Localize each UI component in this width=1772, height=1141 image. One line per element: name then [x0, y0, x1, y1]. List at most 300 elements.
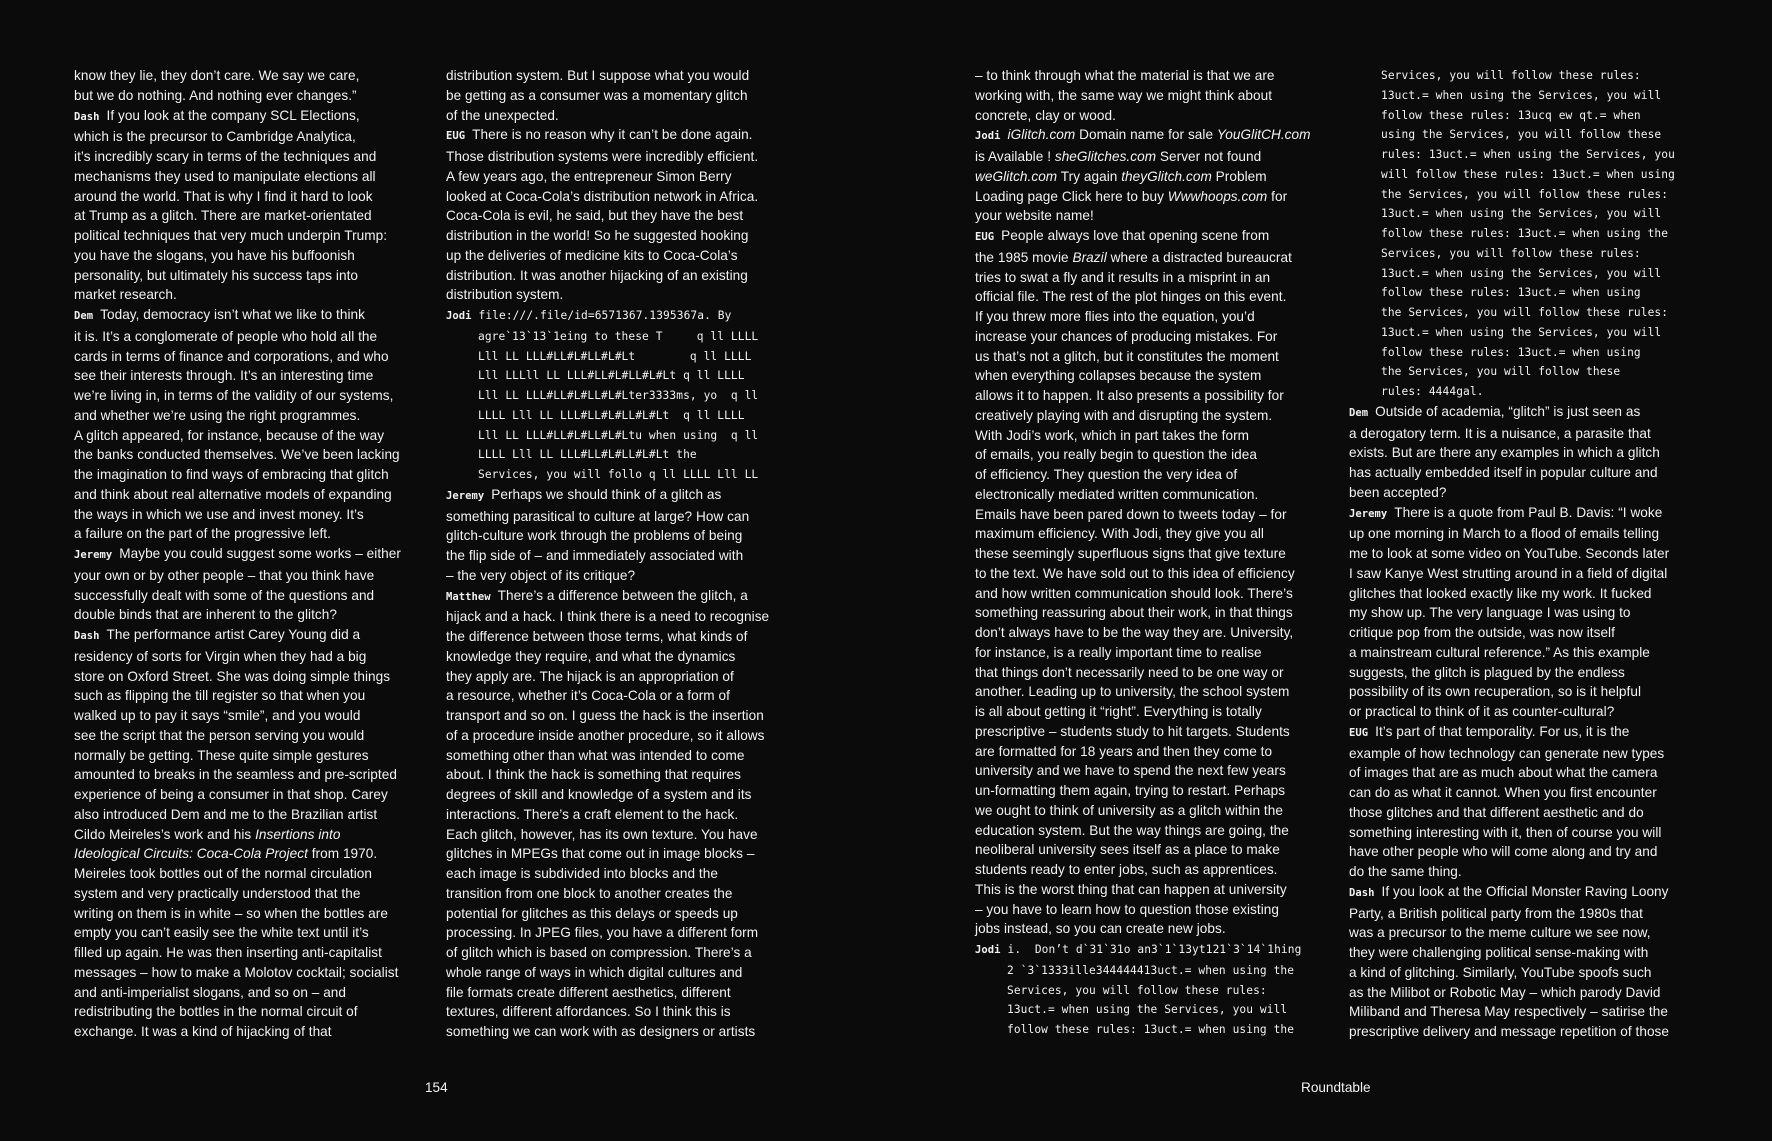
text-line	[446, 106, 800, 126]
body-text: a kind of glitching. Similarly, YouTube spoofs such	[1349, 964, 1652, 980]
body-text: are formatted for 18 years and then they come to	[975, 743, 1273, 759]
text-line	[74, 66, 430, 86]
text-line: 2 `3`1333ille344444413uct.= when using the	[1007, 963, 1295, 977]
text-line	[975, 643, 1333, 663]
body-text: Cildo Meireles’s work and his	[74, 826, 256, 842]
text-line	[975, 268, 1333, 288]
body-text: those glitches and that different aesthetic and do	[1349, 804, 1644, 820]
body-text: This is the worst thing that can happen at university	[975, 881, 1287, 897]
body-text: has actually embedded itself in popular culture and	[1349, 465, 1658, 480]
body-text: distribution. It was another hijacking of an existing	[446, 267, 748, 283]
body-text: A glitch appeared, for instance, because of the way	[74, 427, 385, 443]
text-line	[74, 426, 430, 446]
italic-text: Ideological Circuits: Coca-Cola Project	[74, 846, 308, 862]
body-text: amounted to breaks in the seamless and pre-scripted	[74, 767, 397, 783]
text-line	[446, 785, 800, 805]
text-line	[975, 445, 1333, 465]
body-text: know they lie, they don’t care. We say we care,	[74, 68, 360, 83]
text-line	[975, 781, 1333, 801]
text-line	[74, 963, 430, 983]
body-text: knowledge they require, and what the dynamics	[446, 648, 736, 664]
text-line	[74, 206, 430, 226]
body-text: when everything collapses because the system	[975, 368, 1262, 384]
body-text: be getting as a consumer was a momentary glitch	[446, 87, 748, 103]
text-line	[1349, 564, 1703, 584]
body-text: about. I think the hack is something that requires	[446, 767, 741, 783]
text-line	[1349, 744, 1703, 764]
text-line	[446, 526, 800, 546]
text-line	[975, 485, 1333, 505]
body-text: education system. But the way things are going, the	[975, 822, 1289, 838]
body-text: also introduced Dem and me to the Brazilian artist	[74, 806, 378, 822]
text-line	[446, 825, 800, 845]
italic-text: Insertions into	[255, 826, 341, 842]
body-text: you have the slogans, you have his buffoonish	[74, 247, 355, 263]
text-line	[74, 147, 430, 167]
text-line	[975, 66, 1333, 86]
text-line	[1349, 823, 1703, 843]
text-line: Services, you will follow these rules:	[1381, 69, 1641, 82]
body-text: processing. In JPEG files, you have a different form	[446, 925, 759, 941]
text-line	[1349, 584, 1703, 604]
text-line: 13uct.= when using the Services, you will	[1381, 207, 1662, 221]
body-text: Server not found	[1156, 149, 1262, 164]
text-line	[74, 884, 430, 904]
text-line	[74, 943, 430, 963]
text-line	[74, 983, 430, 1003]
text-line	[975, 919, 1333, 939]
italic-text: iGlitch.com	[1007, 127, 1076, 143]
body-text: your own or by other people – that you think have	[74, 567, 375, 583]
text-line	[1349, 722, 1703, 744]
text-line	[446, 706, 800, 726]
body-text: for	[1267, 188, 1288, 204]
body-text: Try again	[1057, 168, 1122, 184]
text-line	[74, 864, 430, 884]
text-line	[1349, 443, 1703, 463]
text-line	[975, 327, 1333, 347]
text-line	[446, 187, 800, 207]
text-line	[74, 327, 430, 347]
text-line	[975, 147, 1333, 167]
body-text: is Available !	[975, 149, 1055, 164]
body-text: been accepted?	[1349, 484, 1447, 500]
text-line	[1349, 424, 1703, 444]
text-line: follow these rules: 13uct.= when using	[1381, 345, 1641, 359]
text-line	[975, 880, 1333, 900]
body-text: a failure on the part of the progressive left.	[74, 526, 331, 542]
body-text: the imagination to find ways of embracing that glitch	[74, 467, 389, 482]
body-text: Miliband and Theresa May respectively – satirise the	[1349, 1004, 1668, 1020]
speaker-label: Dash	[74, 110, 100, 123]
text-line	[1349, 544, 1703, 564]
text-line: Services, you will follow these rules:	[1007, 983, 1267, 997]
text-line	[1349, 943, 1703, 963]
text-line	[74, 406, 430, 426]
body-text: Party, a British political party from the 1980s that	[1349, 905, 1643, 921]
text-line: Services, you will follo q ll LLLL Lll LL	[478, 468, 759, 481]
speaker-label: Dash	[74, 630, 100, 642]
text-line	[74, 505, 430, 525]
text-line	[74, 785, 430, 805]
body-text: – the very object of its critique?	[446, 567, 636, 583]
text-line	[74, 647, 430, 667]
body-text: increase your chances of producing mistakes. For	[975, 328, 1278, 344]
text-line	[1349, 623, 1703, 643]
text-line	[975, 187, 1333, 207]
speaker-label: EUG	[1349, 726, 1369, 739]
speaker-label: Jeremy	[1349, 507, 1388, 520]
body-text: see the script that the person serving you would	[74, 727, 365, 743]
body-text: Today, democracy isn’t what we like to think	[100, 307, 365, 322]
body-text: where a distracted bureaucrat	[1106, 249, 1292, 265]
column-4	[1349, 66, 1703, 1042]
italic-text: YouGlitCH.com	[1216, 127, 1311, 143]
body-text: Those distribution systems were incredibly efficient.	[446, 149, 759, 164]
text-line	[1349, 503, 1703, 525]
text-line	[446, 305, 800, 327]
text-line	[74, 667, 430, 687]
text-line	[446, 246, 800, 266]
text-line	[975, 465, 1333, 485]
text-line	[975, 584, 1333, 604]
body-text: these seemingly superfluous signs that give texture	[975, 546, 1286, 561]
text-line: Services, you will follow these rules:	[1381, 246, 1641, 260]
text-line	[446, 546, 800, 566]
text-line	[446, 647, 800, 667]
speaker-label: Jeremy	[446, 489, 485, 502]
body-text: we’re living in, in terms of the validity of our systems,	[74, 388, 394, 403]
text-line	[975, 86, 1333, 106]
italic-text: Wwwhoops.com	[1167, 188, 1268, 204]
text-line	[74, 923, 430, 943]
body-text: glitches that looked exactly like my work. It fucked	[1349, 585, 1652, 601]
text-line	[1349, 763, 1703, 783]
body-text: There’s a difference between the glitch, a	[497, 587, 748, 603]
body-text: potential for glitches as this delays or speeds up	[446, 905, 738, 921]
body-text: of efficiency. They question the very idea of	[975, 467, 1238, 482]
text-line	[975, 663, 1333, 683]
body-text: up the deliveries of medicine kits to Coca-Cola’s	[446, 247, 738, 263]
text-line	[975, 505, 1333, 525]
text-line	[446, 746, 800, 766]
body-text: for instance, is a really important time to realise	[975, 644, 1262, 660]
text-line	[446, 1002, 800, 1022]
body-text: they apply are. The hijack is an appropriation of	[446, 668, 734, 684]
text-line	[74, 305, 430, 327]
text-line	[975, 722, 1333, 742]
text-line	[74, 127, 430, 147]
body-text: a mainstream cultural reference.” As this example	[1349, 644, 1650, 660]
body-text: something interesting with it, then of course you will	[1349, 824, 1662, 840]
body-text: of the unexpected.	[446, 107, 559, 123]
text-line: 13uct.= when using the Services, you will	[1381, 325, 1662, 339]
text-line	[446, 285, 800, 305]
text-line	[1349, 682, 1703, 702]
text-line	[74, 485, 430, 505]
text-line	[1349, 463, 1703, 483]
body-text: and whether we’re using the right programmes.	[74, 407, 361, 423]
text-line	[446, 963, 800, 983]
body-text: experience of being a consumer in that shop. Carey	[74, 787, 388, 802]
speaker-label: Dem	[74, 310, 94, 322]
text-line	[446, 983, 800, 1003]
text-line	[975, 206, 1333, 226]
body-text: empty you can’t easily see the white text until it’s	[74, 925, 369, 941]
text-line	[446, 66, 800, 86]
text-line	[975, 821, 1333, 841]
text-line: rules: 4444gal.	[1381, 385, 1484, 398]
text-line	[74, 726, 430, 746]
body-text: the ways in which we use and invest money. It’s	[74, 506, 364, 522]
body-text: exists. But are there any examples in which a glitch	[1349, 445, 1660, 461]
body-text: maximum efficiency. With Jodi, they give you all	[975, 526, 1264, 542]
body-text: as the Milibot or Robotic May – which parody David	[1349, 984, 1661, 1000]
body-text: that things don’t necessarily need to be one way or	[975, 664, 1284, 680]
text-line: Lll LL LLL#LL#L#LL#L#Lt q ll LLLL	[478, 349, 752, 363]
body-text: us that’s not a glitch, but it constitutes the moment	[975, 348, 1279, 364]
body-text: see their interests through. It’s an interesting time	[74, 368, 374, 384]
body-text: it is. It’s a conglomerate of people who hold all the	[74, 328, 378, 344]
text-line	[975, 347, 1333, 367]
text-line	[446, 667, 800, 687]
body-text: personality, but ultimately his success taps into	[74, 267, 359, 283]
body-text: messages – how to make a Molotov cocktail; socialist	[74, 964, 399, 980]
body-text: and how written communication should look. There’s	[975, 585, 1293, 601]
body-text: have other people who will come along and try and	[1349, 844, 1658, 860]
body-text: something reassuring about their work, in that things	[975, 605, 1293, 621]
body-text: normally be getting. These quite simple gestures	[74, 747, 369, 763]
text-line	[975, 761, 1333, 781]
text-line	[975, 406, 1333, 426]
text-line	[74, 187, 430, 207]
text-line	[74, 167, 430, 187]
body-text: redistributing the bottles in the normal circuit of	[74, 1004, 358, 1020]
body-text: textures, different affordances. So I think this is	[446, 1004, 731, 1020]
text-line	[1349, 862, 1703, 882]
body-text: tries to swat a fly and it results in a misprint in an	[975, 269, 1271, 285]
text-line: follow these rules: 13uct.= when using the	[1007, 1023, 1295, 1036]
text-line	[975, 287, 1333, 307]
body-text: distribution system. But I suppose what you would	[446, 68, 750, 83]
text-line	[74, 686, 430, 706]
text-line	[446, 923, 800, 943]
text-line	[74, 1022, 430, 1042]
body-text: such as flipping the till register so that when you	[74, 688, 366, 704]
text-line: Lll LLLll LL LLL#LL#L#LL#L#Lt q ll LLLL	[478, 369, 745, 383]
body-text: students ready to enter jobs, such as apprentices.	[975, 862, 1278, 877]
body-text: There is no reason why it can’t be done again.	[472, 127, 753, 143]
body-text: don’t always have to be the way they are. University,	[975, 625, 1294, 640]
body-text: Problem	[1211, 168, 1267, 184]
body-text: of images that are as much about what the camera	[1349, 765, 1658, 781]
text-line	[446, 904, 800, 924]
body-text: a resource, whether it’s Coca-Cola or a form of	[446, 688, 730, 704]
text-line	[975, 564, 1333, 584]
body-text: of a procedure inside another procedure, so it allows	[446, 727, 765, 743]
body-text: cards in terms of finance and corporations, and who	[74, 348, 389, 364]
text-line	[1349, 702, 1703, 722]
text-line	[446, 507, 800, 527]
text-line	[1349, 963, 1703, 983]
body-text: glitch-culture work through the problems of being	[446, 528, 743, 544]
body-text: me to look at some video on YouTube. Seconds later	[1349, 546, 1670, 561]
text-line	[975, 366, 1333, 386]
text-line	[74, 347, 430, 367]
text-line	[74, 226, 430, 246]
body-text: interactions. There’s a craft element to the hack.	[446, 806, 739, 822]
text-line	[1349, 483, 1703, 503]
text-line	[74, 285, 430, 305]
body-text: each image is subdivided into blocks and the	[446, 866, 718, 881]
text-line	[446, 864, 800, 884]
body-text: transport and so on. I guess the hack is the insertion	[446, 708, 764, 723]
text-line	[975, 386, 1333, 406]
body-text: Perhaps we should think of a glitch as	[491, 486, 722, 502]
body-text: from 1970.	[307, 846, 378, 862]
text-line	[1349, 923, 1703, 943]
text-line	[975, 801, 1333, 821]
speaker-label: EUG	[446, 130, 466, 143]
body-text: political techniques that very much underpin Trump:	[74, 228, 388, 243]
text-line	[74, 106, 430, 128]
body-text: market research.	[74, 287, 177, 303]
body-text: Coca-Cola is evil, he said, but they have the best	[446, 208, 744, 224]
body-text: Meireles took bottles out of the normal circulation	[74, 866, 372, 881]
text-line: the Services, you will follow these	[1381, 365, 1621, 379]
text-line	[74, 765, 430, 785]
text-line	[446, 884, 800, 904]
body-text: distribution in the world! So he suggested hooking	[446, 228, 749, 243]
text-line	[74, 366, 430, 386]
text-line	[446, 627, 800, 647]
body-text: prescriptive delivery and message repetition of those	[1349, 1024, 1670, 1039]
text-line	[975, 125, 1333, 147]
body-text: possibility of its own recuperation, so is it helpful	[1349, 684, 1642, 700]
body-text: neoliberal university sees itself as a place to make	[975, 842, 1280, 858]
text-line	[446, 1022, 800, 1042]
text-line	[975, 307, 1333, 327]
text-line	[74, 544, 430, 566]
text-line	[1349, 983, 1703, 1003]
text-line	[1349, 524, 1703, 544]
text-line	[1349, 603, 1703, 623]
body-text: whole range of ways in which digital cultures and	[446, 964, 743, 980]
text-line	[74, 586, 430, 606]
body-text: is all about getting it “right”. Everything is totally	[975, 704, 1262, 719]
body-text: suggests, the glitch is plagued by the endless	[1349, 664, 1625, 680]
body-text: we ought to think of university as a glitch within the	[975, 802, 1283, 818]
italic-text: Brazil	[1072, 249, 1107, 265]
body-text: your website name!	[975, 208, 1094, 224]
body-text: jobs instead, so you can create new jobs.	[975, 921, 1226, 937]
body-text: People always love that opening scene from	[1001, 228, 1270, 243]
body-text: Emails have been pared down to tweets today – for	[975, 506, 1287, 522]
text-line	[1349, 402, 1703, 424]
body-text: concrete, clay or wood.	[975, 107, 1116, 123]
body-text: There is a quote from Paul B. Davis: “I woke	[1394, 504, 1663, 520]
text-line	[975, 860, 1333, 880]
text-line	[1349, 1022, 1703, 1042]
text-line	[74, 266, 430, 286]
body-text: transition from one block to another creates the	[446, 885, 733, 901]
speaker-label: Jodi	[975, 130, 1001, 143]
text-line	[1349, 904, 1703, 924]
speaker-label: Jodi	[975, 944, 1001, 956]
text-line: follow these rules: 13uct.= when using	[1381, 286, 1641, 300]
text-line: 13uct.= when using the Services, you will	[1381, 266, 1662, 280]
italic-text: theyGlitch.com	[1121, 168, 1212, 184]
text-line: using the Services, you will follow these	[1381, 128, 1662, 142]
speaker-label: Matthew	[446, 590, 491, 603]
speaker-label: EUG	[975, 231, 995, 243]
body-text: exchange. It was a kind of hijacking of that	[74, 1024, 332, 1039]
body-text: university and we have to spend the next few years	[975, 763, 1286, 779]
text-line	[74, 524, 430, 544]
body-text: double binds that are inherent to the glitch?	[74, 607, 337, 623]
text-line	[1349, 783, 1703, 803]
body-text: degrees of skill and knowledge of a system and its	[446, 787, 752, 802]
body-text: which is the precursor to Cambridge Analytica,	[74, 129, 356, 145]
body-text: hijack and a hack. I think there is a need to recognise	[446, 609, 770, 625]
body-text: filled up again. He was then inserting anti-capitalist	[74, 945, 382, 960]
body-text: of emails, you really begin to question the idea	[975, 447, 1258, 463]
body-text: Each glitch, however, has its own texture. You have	[446, 826, 758, 842]
text-line: the Services, you will follow these rules:	[1381, 187, 1669, 201]
text-line	[1349, 663, 1703, 683]
body-text: If you look at the Official Monster Raving Loony	[1381, 883, 1669, 899]
text-line	[74, 746, 430, 766]
text-line	[1349, 1002, 1703, 1022]
text-line: 13uct.= when using the Services, you will	[1007, 1003, 1288, 1017]
body-text: Outside of academia, “glitch” is just seen as	[1375, 403, 1641, 419]
glitch-text: file:///.file/id=6571367.1395367a. By	[478, 309, 732, 322]
body-text: my show up. The very language I was using to	[1349, 605, 1631, 621]
body-text: critique pop from the outside, was now itself	[1349, 625, 1615, 640]
body-text: something other than what was intended to come	[446, 747, 745, 763]
body-text: and anti-imperialist slogans, and so on – and	[74, 984, 347, 1000]
body-text: system and very practically understood that the	[74, 885, 361, 901]
text-line	[446, 686, 800, 706]
text-line	[74, 605, 430, 625]
body-text: at Trump as a glitch. There are market-orientated	[74, 208, 372, 224]
text-line	[446, 206, 800, 226]
body-text: prescriptive – students study to hit targets. Students	[975, 723, 1290, 739]
body-text: If you threw more flies into the equation, you’d	[975, 309, 1255, 324]
text-line	[74, 246, 430, 266]
body-text: un-formatting them again, trying to restart. Perhaps	[975, 783, 1286, 798]
text-line	[446, 266, 800, 286]
body-text: The performance artist Carey Young did a	[106, 627, 361, 642]
text-line	[446, 566, 800, 586]
text-line	[74, 386, 430, 406]
text-line: the Services, you will follow these rules:	[1381, 306, 1669, 319]
body-text: glitches in MPEGs that come out in image blocks –	[446, 846, 755, 862]
body-text: mechanisms they used to manipulate elections all	[74, 168, 376, 184]
body-text: – to think through what the material is that we are	[975, 68, 1275, 83]
text-line	[1349, 842, 1703, 862]
text-line: follow these rules: 13ucq ew qt.= when	[1381, 108, 1641, 122]
page-number: 154	[425, 1080, 448, 1095]
text-line	[975, 106, 1333, 126]
text-line: follow these rules: 13uct.= when using the	[1381, 227, 1669, 240]
column-1	[74, 66, 430, 1042]
body-text: If you look at the company SCL Elections,	[106, 107, 360, 123]
body-text: can do as what it cannot. When you first encounter	[1349, 785, 1657, 800]
text-line: will follow these rules: 13uct.= when using	[1381, 167, 1675, 181]
body-text: Maybe you could suggest some works – either	[119, 546, 401, 561]
text-line: Lll LL LLL#LL#L#LL#L#Lter3333ms, yo q ll	[478, 389, 759, 402]
